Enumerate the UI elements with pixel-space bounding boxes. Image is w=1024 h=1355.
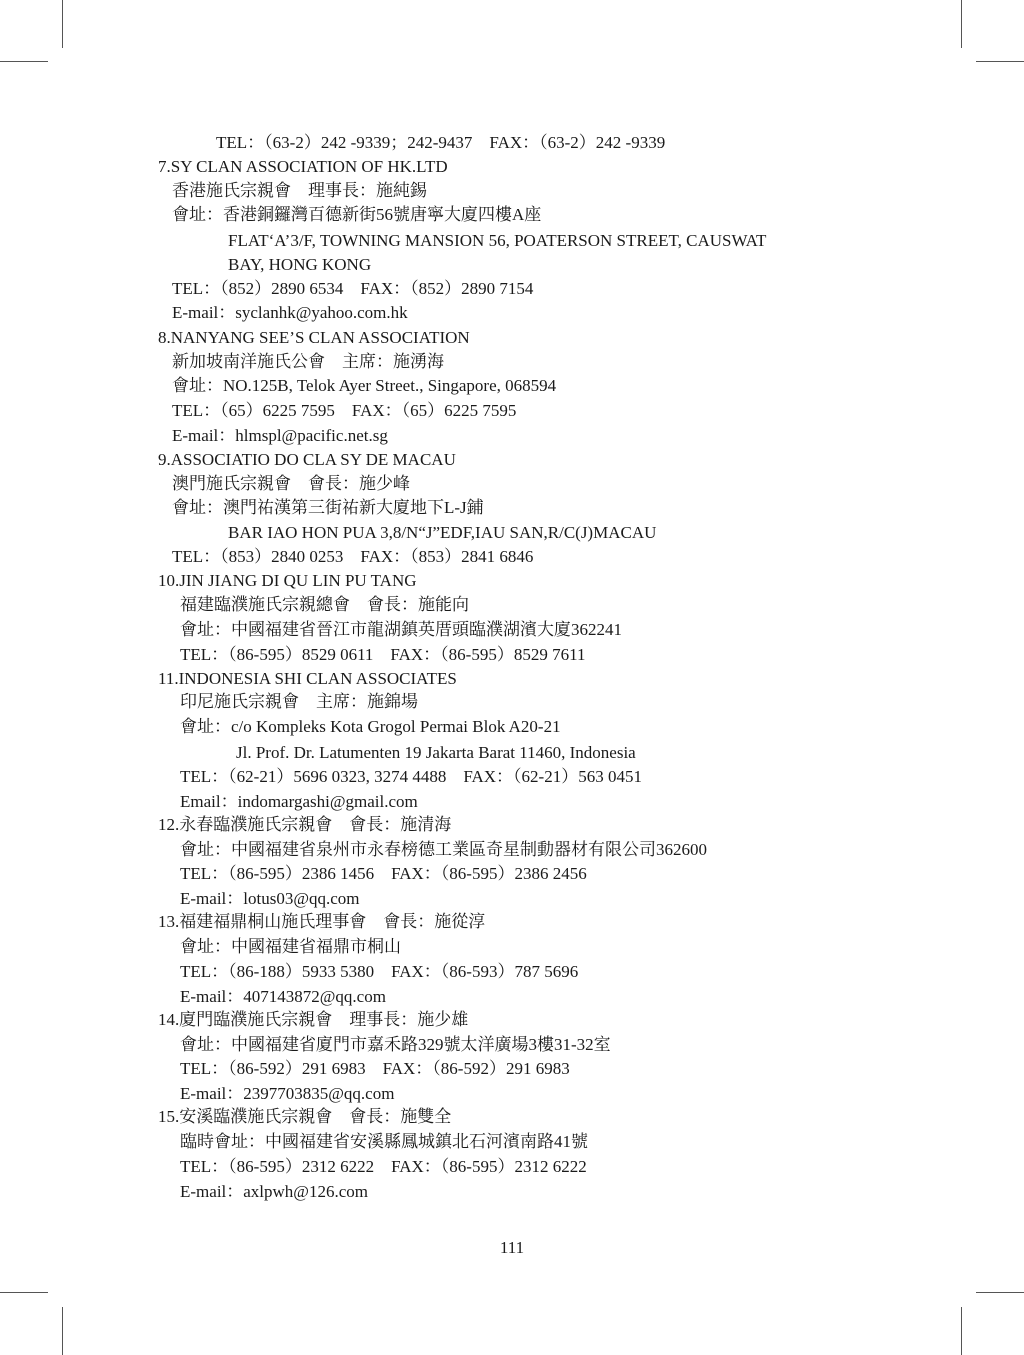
crop-mark [961, 0, 962, 48]
text-line: Jl. Prof. Dr. Latumenten 19 Jakarta Barat 11460, Indonesia [236, 743, 636, 762]
page-number: 111 [499, 1238, 525, 1257]
crop-mark [62, 0, 63, 48]
text-line: 會址：中國福建省福鼎市桐山 [180, 937, 401, 956]
text-line: 澳門施氏宗親會 會長：施少峰 [172, 474, 410, 493]
entry-heading: 10.JIN JIANG DI QU LIN PU TANG [158, 571, 417, 590]
text-line: FLAT‘A’3/F, TOWNING MANSION 56, POATERSON STREET, CAUSWAT [228, 231, 767, 250]
entry-heading: 12.永春臨濮施氏宗親會 會長：施清海 [158, 815, 452, 834]
text-line: BAR IAO HON PUA 3,8/N“J”EDF,IAU SAN,R/C(J)MACAU [228, 523, 657, 542]
entry-heading: 14.廈門臨濮施氏宗親會 理事長：施少雄 [158, 1010, 469, 1029]
text-line: TEL：（853）2840 0253 FAX：（853）2841 6846 [172, 547, 534, 566]
text-line: TEL：（62-21）5696 0323, 3274 4488 FAX：（62-21）563 0451 [180, 767, 642, 786]
text-line: 香港施氏宗親會 理事長：施純錫 [172, 181, 427, 200]
text-line: E-mail：syclanhk@yahoo.com.hk [172, 303, 408, 322]
entry-heading: 11.INDONESIA SHI CLAN ASSOCIATES [158, 669, 457, 688]
crop-mark [976, 1292, 1024, 1293]
text-line: E-mail：axlpwh@126.com [180, 1182, 368, 1201]
text-line: TEL：（86-595）2312 6222 FAX：（86-595）2312 6222 [180, 1157, 587, 1176]
text-line: 福建臨濮施氏宗親總會 會長：施能向 [180, 595, 469, 614]
text-line: 印尼施氏宗親會 主席：施錦場 [180, 692, 418, 711]
crop-mark [0, 61, 48, 62]
text-line: 新加坡南洋施氏公會 主席：施湧海 [172, 352, 444, 371]
text-line: 會址：c/o Kompleks Kota Grogol Permai Blok A20-21 [180, 717, 561, 736]
entry-heading: 13.福建福鼎桐山施氏理事會 會長：施從淳 [158, 912, 486, 931]
crop-mark [62, 1307, 63, 1355]
text-line: BAY, HONG KONG [228, 255, 372, 274]
text-line: E-mail：hlmspl@pacific.net.sg [172, 426, 388, 445]
entry-heading: 9.ASSOCIATIO DO CLA SY DE MACAU [158, 450, 456, 469]
text-line: Email：indomargashi@gmail.com [180, 792, 418, 811]
text-line: TEL：（86-595）2386 1456 FAX：（86-595）2386 2456 [180, 864, 587, 883]
text-line: E-mail：407143872@qq.com [180, 987, 386, 1006]
text-line: TEL：（852）2890 6534 FAX：（852）2890 7154 [172, 279, 534, 298]
text-line: E-mail：lotus03@qq.com [180, 889, 360, 908]
crop-mark [961, 1307, 962, 1355]
text-line: TEL：（63-2）242 -9339；242-9437 FAX：（63-2）242 -9339 [216, 133, 666, 152]
text-line: TEL：（65）6225 7595 FAX：（65）6225 7595 [172, 401, 517, 420]
text-line: 臨時會址：中國福建省安溪縣鳳城鎮北石河濱南路41號 [180, 1132, 588, 1151]
text-line: TEL：（86-595）8529 0611 FAX：（86-595）8529 7611 [180, 645, 586, 664]
text-line: TEL：（86-188）5933 5380 FAX：（86-593）787 5696 [180, 962, 579, 981]
text-line: 會址：澳門祐漢第三街祐新大廈地下L-J鋪 [172, 498, 484, 517]
entry-heading: 15.安溪臨濮施氏宗親會 會長：施雙全 [158, 1107, 452, 1126]
text-line: 會址：中國福建省廈門市嘉禾路329號太洋廣場3樓31-32室 [180, 1035, 611, 1054]
text-line: TEL：（86-592）291 6983 FAX：（86-592）291 6983 [180, 1059, 570, 1078]
crop-mark [976, 61, 1024, 62]
text-line: 會址：中國福建省泉州市永春榜德工業區奇星制動器材有限公司362600 [180, 840, 707, 859]
entry-heading: 7.SY CLAN ASSOCIATION OF HK.LTD [158, 157, 448, 176]
text-line: 會址：香港銅鑼灣百德新街56號唐寧大廈四樓A座 [172, 205, 542, 224]
crop-mark [0, 1292, 48, 1293]
text-line: 會址：NO.125B, Telok Ayer Street., Singapore, 068594 [172, 376, 557, 395]
text-line: 會址：中國福建省晉江市龍湖鎮英厝頭臨濮湖濱大廈362241 [180, 620, 622, 639]
text-line: E-mail：2397703835@qq.com [180, 1084, 395, 1103]
entry-heading: 8.NANYANG SEE’S CLAN ASSOCIATION [158, 328, 470, 347]
